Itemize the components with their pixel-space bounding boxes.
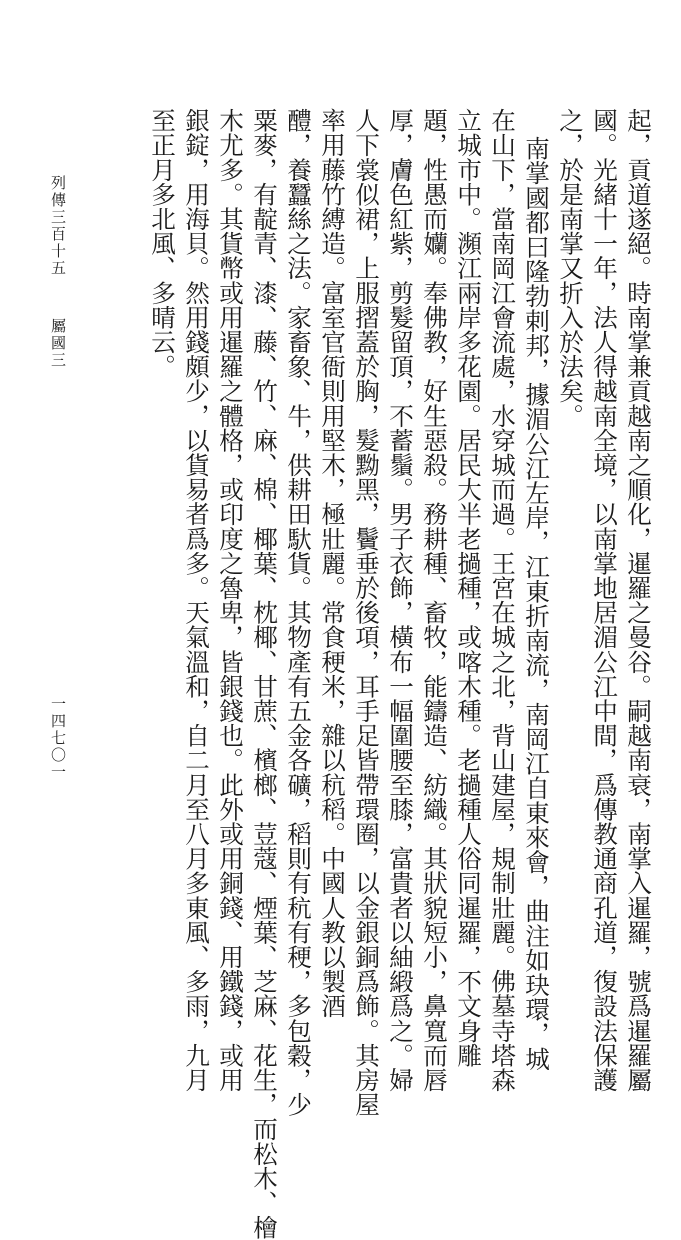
text-column-13: 木尤多。其貨幣或用暹羅之體格，或印度之魯卑，皆銀錢也。此外或用銅錢、用鐵錢，或用 [216, 108, 245, 1092]
text-column-15: 至正月多北風、多晴云。 [148, 108, 177, 379]
text-column-8: 厚，膚色紅紫，剪髮留頂，不蓄鬚。男子衣飾，橫布一幅圍腰至膝，富貴者以紬緞爲之。婦 [386, 108, 415, 1092]
text-column-6: 立城市中。瀕江兩岸多花園。居民大半老撾種，或喀木種。老撾種人俗同暹羅，不文身雕 [454, 108, 483, 1068]
page-number: 一四七〇一 [49, 696, 67, 781]
text-column-7: 題，性愚而孏。奉佛教，好生惡殺。務耕種、畜牧，能鑄造、紡織。其狀貌短小，鼻寬而唇 [420, 108, 449, 1092]
text-column-4: 南掌國都曰隆勃剌邦，據湄公江左岸，江東折南流，南岡江自東來會，曲注如玦環，城 [522, 136, 551, 1071]
running-head-section: 列傳三百十五 [49, 175, 67, 277]
text-column-5: 在山下，當南岡江會流處，水穿城而過。王宮在城之北，背山建屋，規制壯麗。佛墓寺塔森 [488, 108, 517, 1092]
text-column-1: 起，貢道遂絕。時南掌兼貢越南之順化，暹羅之曼谷。嗣越南衰，南掌入暹羅，號爲暹羅屬 [624, 108, 653, 1092]
text-column-12: 粟麥，有靛青、漆、藤、竹、麻、棉、椰葉、枕椰、甘蔗、檳榔、荳蔻、煙葉、芝麻、花生，而松木、檜 [250, 108, 279, 1240]
text-column-11: 醴，養蠶絲之法。家畜象、牛，供耕田馱貨。其物產有五金各礦，稻則有秔有稉，多包穀，少 [284, 108, 313, 1117]
text-column-2: 國。光緒十一年，法人得越南全境，以南掌地居湄公江中間，爲傳教通商孔道，復設法保護 [590, 108, 619, 1092]
text-column-10: 率用藤竹縛造。富室官衙則用堅木，極壯麗。常食稉米，雜以秔稻。中國人教以製酒 [318, 108, 347, 1019]
running-head-title: 屬國三 [49, 318, 67, 369]
text-column-9: 人下裳似裙，上服摺蓋於胸，髮黝黑，鬢垂於後項，耳手足皆帶環圈，以金銀銅爲飾。其房屋 [352, 108, 381, 1117]
text-column-3: 之，於是南掌又折入於法矣。 [556, 108, 585, 428]
text-column-14: 銀錠，用海貝。然用錢頗少，以貨易者爲多。天氣溫和，自二月至八月多東風、多雨，九月 [182, 108, 211, 1092]
